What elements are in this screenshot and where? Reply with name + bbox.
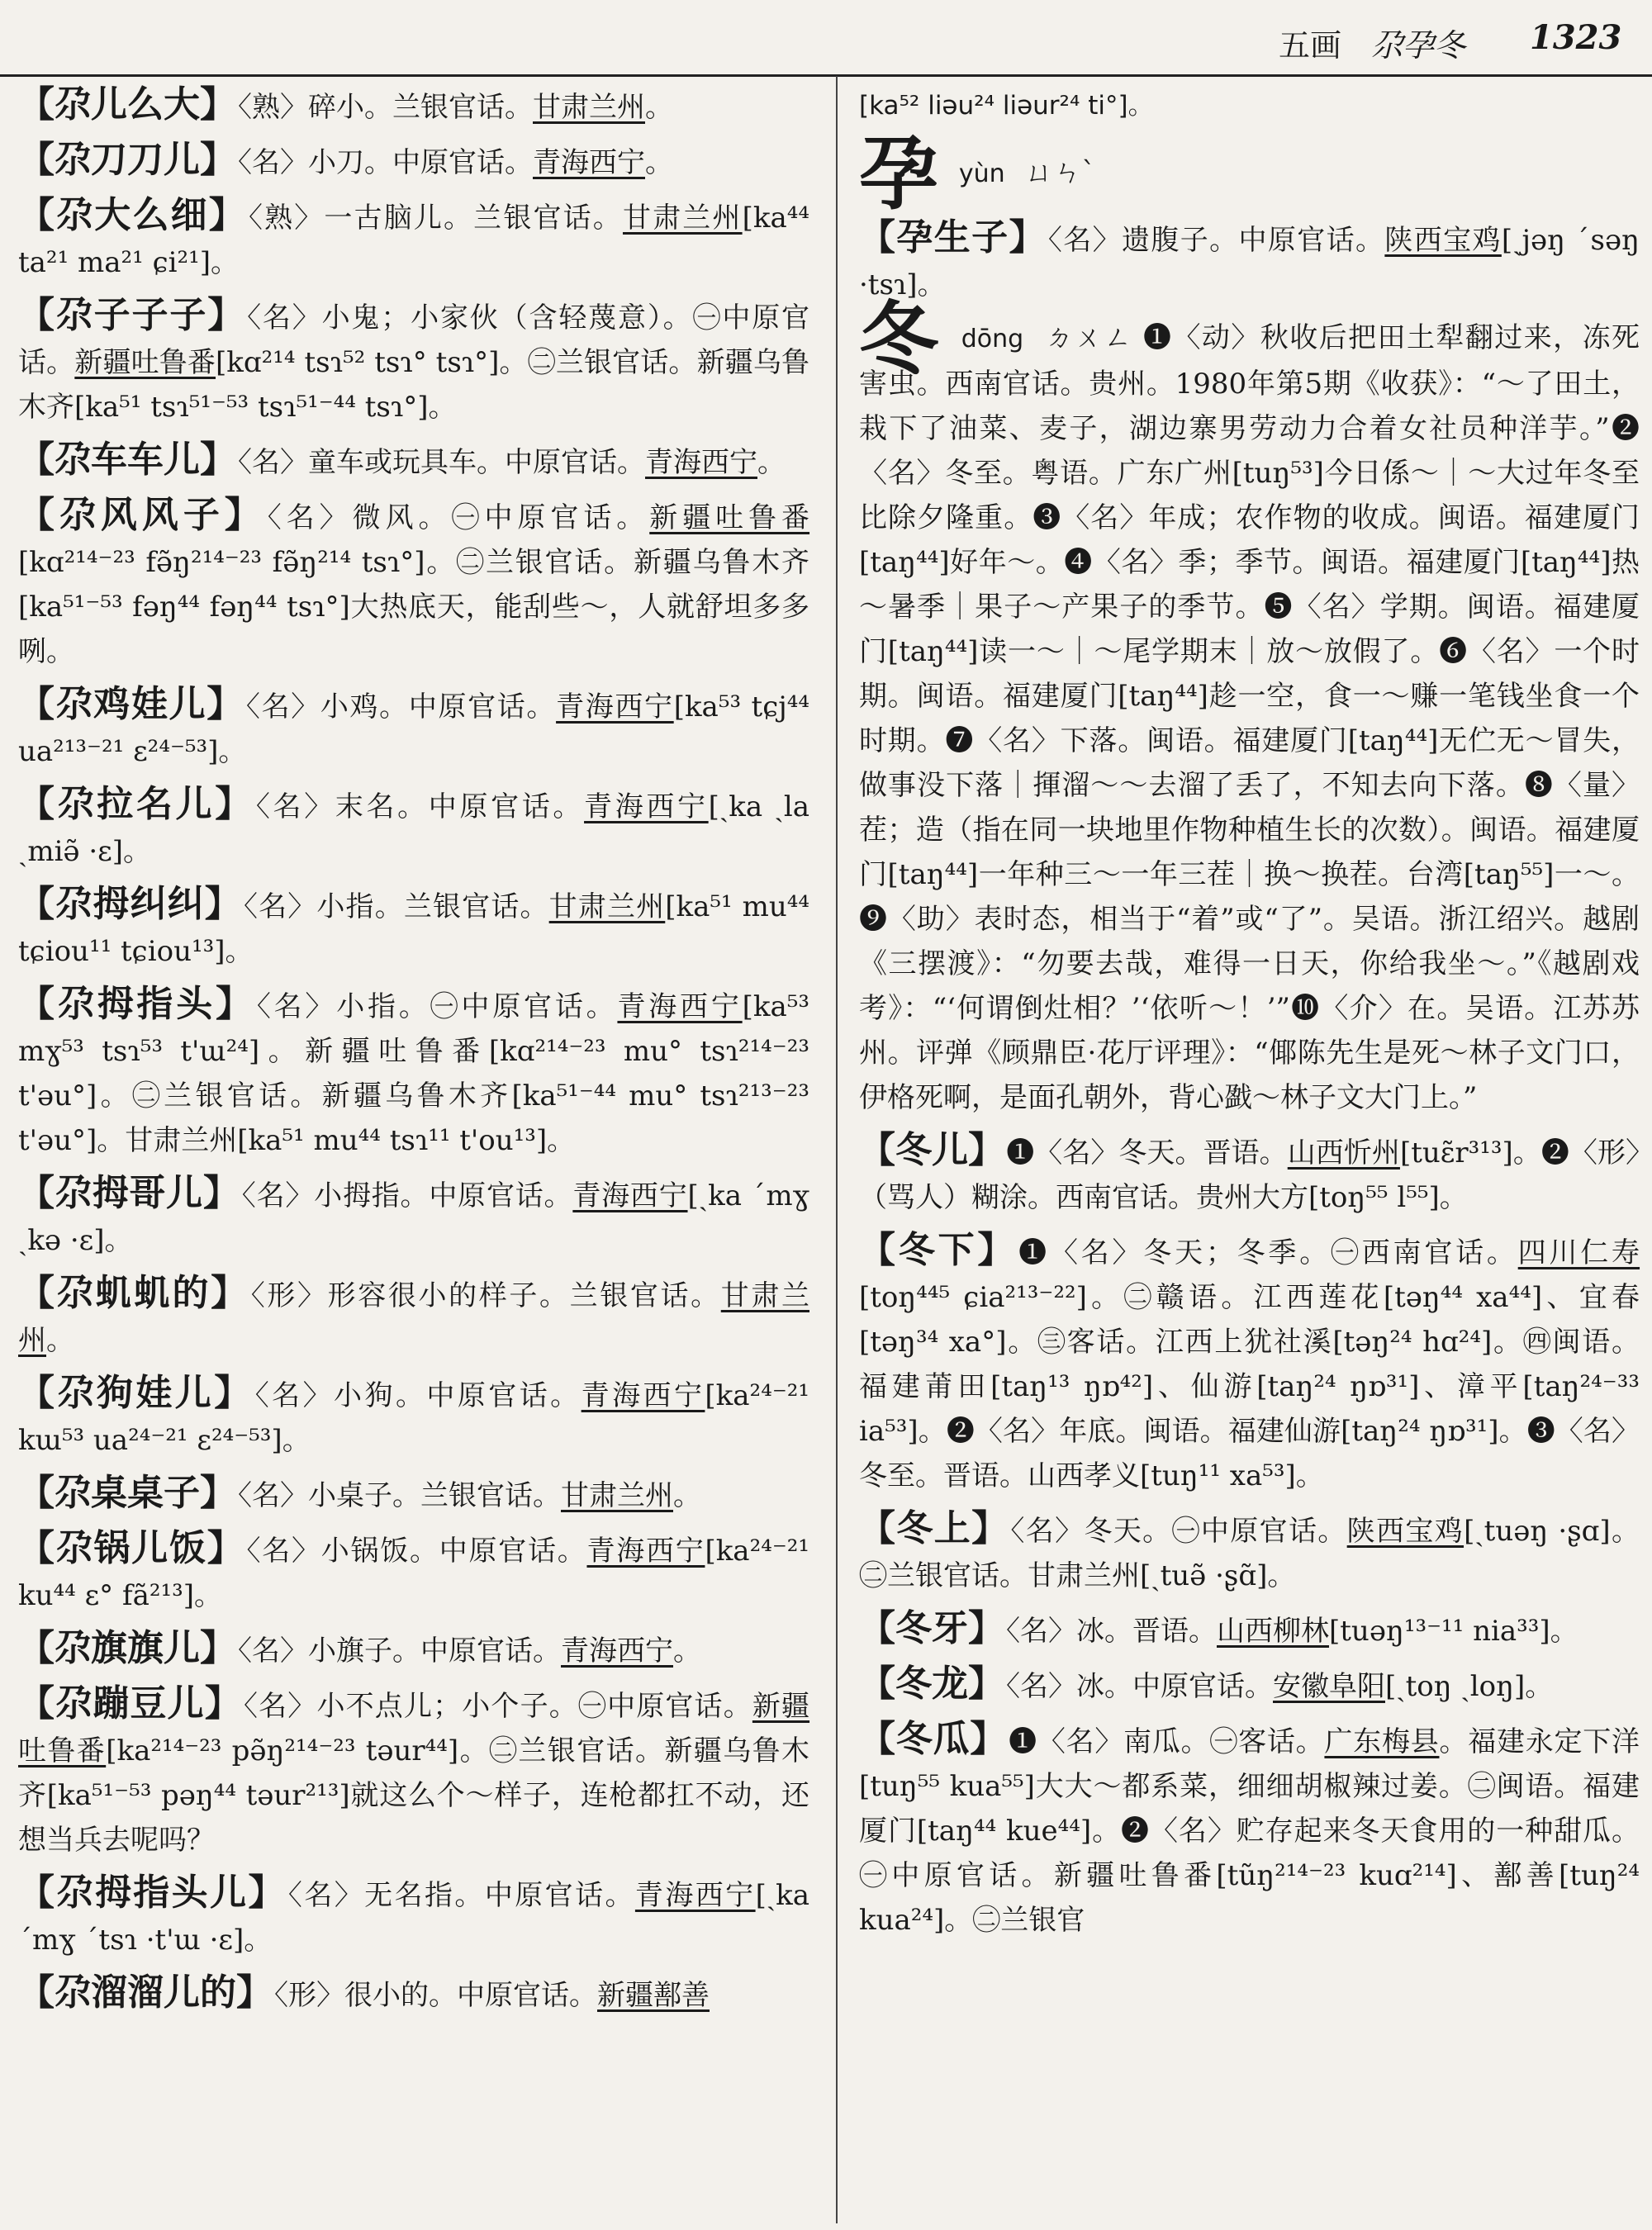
pronunciation-and-notes: [ka²⁴⁻²¹ ku⁴⁴ ɛ° fã²¹³]。 — [18, 1535, 810, 1612]
dictionary-entry — [859, 1506, 1640, 1598]
place-name: 青海西宁 — [572, 1179, 688, 1212]
pronunciation-and-notes: [ˏka ˏla ˏmiə̃ ·ɛ]。 — [18, 790, 810, 868]
grammar-tag: 〈名〉 — [287, 1879, 365, 1912]
headchar-dong — [859, 292, 1640, 1120]
headword: 【 冬牙 】 — [859, 1607, 1004, 1649]
grammar-tag: 〈名〉 — [238, 1635, 308, 1668]
headword: 【 尕蹦豆儿 】 — [18, 1682, 242, 1725]
definition: 小桌子。兰银官话。 — [308, 1479, 561, 1512]
headword: 【 尕大么细 】 — [18, 194, 247, 236]
pronunciation-and-notes: [kɑ²¹⁴ tsɿ⁵² tsɿ° tsɿ°]。㊁兰银官话。新疆乌鲁木齐[ka⁵¹ tsɿ⁵¹⁻⁵³ tsɿ⁵¹⁻⁴⁴ tsɿ°]。 — [18, 346, 809, 424]
grammar-tag: 〈名〉 — [254, 1379, 335, 1412]
grammar-tag: 〈名〉 — [255, 790, 335, 823]
place-name: 青海西宁 — [561, 1635, 673, 1668]
place-name: 广东梅县 — [1324, 1725, 1440, 1758]
pronunciation-and-notes: [toŋ⁴⁴⁵ ɕia²¹³⁻²²]。㊁赣语。江西莲花[təŋ⁴⁴ xa⁴⁴]、宜春[təŋ³⁴ xa°]。㊂客话。江西上犹社溪[təŋ²⁴ hɑ²⁴]。㊃闽语。福建莆田[taŋ¹³ ŋɒ⁴²]、仙游[taŋ²⁴ ŋɒ³¹]、漳平[taŋ²⁴⁻³³ ia⁵³]。❷〈名〉年底。闽语。福建仙游[taŋ²⁴ ŋɒ³¹]。❸〈名〉冬至。晋语。山西孝义[tuŋ¹¹ xa⁵³]。 — [859, 1281, 1640, 1492]
place-name: 新疆吐鲁番 — [649, 501, 810, 534]
header-chars: 尕孕冬 — [1371, 27, 1466, 64]
definition: 碎小。兰银官话。 — [308, 91, 533, 124]
dictionary-entry — [18, 493, 809, 674]
definition: 小指。兰银官话。 — [316, 890, 549, 923]
dictionary-entry — [18, 1371, 809, 1463]
headword: 【 尕桌桌子 】 — [18, 1472, 236, 1514]
dictionary-entry — [859, 1228, 1640, 1498]
column-divider — [836, 76, 838, 2223]
definition: 无名指。中原官话。 — [364, 1879, 635, 1912]
place-name: 新疆吐鲁番 — [18, 1690, 810, 1767]
definition: 小不点儿；小个子。㊀中原官话。 — [316, 1690, 752, 1723]
dictionary-entry — [18, 1471, 809, 1518]
big-char: 孕 — [859, 127, 938, 221]
headword: 【 尕狗娃儿 】 — [18, 1372, 254, 1414]
dictionary-entry — [18, 1971, 809, 2018]
definition: 一古脑儿。兰银官话。 — [324, 202, 623, 235]
headword: 【 尕子子子 】 — [18, 294, 245, 336]
dictionary-entry — [18, 1682, 809, 1862]
definition: 小拇指。中原官话。 — [314, 1179, 573, 1212]
place-name: 新疆吐鲁番 — [74, 346, 216, 379]
definition: 小旗子。中原官话。 — [308, 1635, 561, 1668]
dictionary-entry — [18, 83, 809, 130]
place-name: 甘肃兰州 — [548, 890, 666, 923]
definition: ❶〈名〉冬天。晋语。 — [1006, 1136, 1288, 1170]
definition: 末名。中原官话。 — [335, 790, 585, 823]
dictionary-entry — [18, 438, 809, 485]
headword: 【 冬龙 】 — [859, 1663, 1004, 1705]
big-char: 冬 — [859, 292, 940, 386]
definition: 童车或玩具车。中原官话。 — [308, 446, 645, 479]
headword: 【 尕刀刀儿 】 — [18, 139, 236, 181]
dictionary-entry — [18, 138, 809, 185]
headword: 【 尕拇指头 】 — [18, 983, 255, 1025]
definition: 遗腹子。中原官话。 — [1122, 224, 1385, 257]
pronunciation-and-notes: 。 — [673, 1479, 701, 1512]
pronunciation-and-notes: [ˏtoŋ ˏloŋ]。 — [1385, 1670, 1554, 1703]
definition: ❶〈名〉冬天；冬季。㊀西南官话。 — [1018, 1236, 1518, 1269]
grammar-tag: 〈熟〉 — [238, 91, 308, 124]
place-name: 青海西宁 — [634, 1879, 756, 1912]
pronunciation-and-notes: [ˏjəŋ ˊsəŋ ·tsɿ]。 — [859, 224, 1640, 301]
pronunciation-and-notes: [ka²⁴⁻²¹ kɯ⁵³ ua²⁴⁻²¹ ɛ²⁴⁻⁵³]。 — [18, 1379, 810, 1457]
grammar-tag: 〈名〉 — [246, 1535, 321, 1568]
grammar-tag: 〈名〉 — [267, 501, 353, 534]
dictionary-entry — [18, 1871, 809, 1962]
headchar-yun — [859, 127, 1640, 221]
place-name: 青海西宁 — [533, 146, 645, 179]
pronunciation-and-notes: 。 — [757, 446, 786, 479]
definition: 小锅饭。中原官话。 — [320, 1535, 587, 1568]
grammar-tag: 〈名〉 — [1047, 224, 1122, 257]
pronunciation-and-notes: [ka⁵³ mɣ⁵³ tsɿ⁵³ t'ɯ²⁴]。新疆吐鲁番[kɑ²¹⁴⁻²³ mu° tsɿ²¹⁴⁻²³ t'əu°]。㊁兰银官话。新疆乌鲁木齐[ka⁵¹⁻⁴⁴ mu° tsɿ²¹³⁻²³ t'əu°]。甘肃兰州[ka⁵¹ mu⁴⁴ tsɿ¹¹ t'ou¹³]。 — [18, 990, 810, 1157]
definition: 小刀。中原官话。 — [308, 146, 533, 179]
definition: 冰。晋语。 — [1076, 1615, 1217, 1648]
right-column — [859, 83, 1640, 1951]
headword: 【 尕风风子 】 — [18, 494, 266, 536]
place-name: 甘肃兰州 — [18, 1279, 809, 1357]
grammar-tag: 〈名〉 — [241, 1179, 315, 1212]
definition: 冰。中原官话。 — [1076, 1670, 1273, 1703]
pronunciation-and-notes: 。 — [46, 1324, 74, 1357]
dictionary-entry — [18, 1626, 809, 1673]
left-column — [18, 83, 809, 2026]
grammar-tag: 〈形〉 — [250, 1279, 328, 1312]
place-name: 青海西宁 — [556, 690, 674, 724]
pronunciation-and-notes: 。 — [645, 146, 673, 179]
place-name: 青海西宁 — [581, 1379, 705, 1412]
place-name: 陕西宝鸡 — [1384, 224, 1502, 257]
place-name: 甘肃兰州 — [533, 91, 645, 124]
grammar-tag: 〈名〉 — [243, 890, 317, 923]
place-name: 山西柳林 — [1217, 1615, 1329, 1648]
definition: 小鸡。中原官话。 — [320, 690, 557, 724]
place-name: 四川仁寿 — [1517, 1236, 1640, 1269]
pronunciation-and-notes: 。福建永定下洋[tuŋ⁵⁵ kua⁵⁵]大大～都系菜，细细胡椒辣过姜。㊁闽语。福建厦门[taŋ⁴⁴ kue⁴⁴]。❷〈名〉贮存起来冬天食用的一种甜瓜。㊀中原官话。新疆吐鲁番[tũŋ²¹⁴⁻²³ kuɑ²¹⁴]、鄯善[tuŋ²⁴ kua²⁴]。㊁兰银官 — [859, 1725, 1640, 1937]
zhuyin: ㄉㄨㄥ — [1045, 321, 1133, 354]
place-name: 新疆鄯善 — [597, 1979, 710, 2012]
grammar-tag: 〈名〉 — [238, 1479, 308, 1512]
definition: 小狗。中原官话。 — [334, 1379, 582, 1412]
dictionary-entry — [859, 1717, 1640, 1943]
continued-pron: [ka⁵² liəu²⁴ liəur²⁴ ti°]。 — [859, 91, 1154, 121]
definition: 形容很小的样子。兰银官话。 — [327, 1279, 721, 1312]
dictionary-entry — [859, 216, 1640, 307]
place-name: 甘肃兰州 — [561, 1479, 673, 1512]
definition: 小指。㊀中原官话。 — [336, 990, 618, 1023]
place-name: 安徽阜阳 — [1273, 1670, 1385, 1703]
dictionary-entry — [18, 782, 809, 874]
pronunciation-and-notes: [ka²¹⁴⁻²³ pə̃ŋ²¹⁴⁻²³ təur⁴⁴]。㊁兰银官话。新疆乌鲁木齐[ka⁵¹⁻⁵³ pəŋ⁴⁴ təur²¹³]就这么个～样子，连枪都扛不动，还想当兵去呢吗？ — [18, 1734, 809, 1857]
page-number: 1323 — [1530, 18, 1622, 57]
headword: 【 尕拇纠纠 】 — [18, 883, 242, 925]
headword: 【 尕拉名儿 】 — [18, 783, 254, 825]
headword: 【 冬上 】 — [859, 1507, 1009, 1549]
grammar-tag: 〈名〉 — [243, 1690, 317, 1723]
pronunciation-and-notes: [tuɛ̃r³¹³]。❷〈形〉（骂人）糊涂。西南官话。贵州大方[toŋ⁵⁵ l⁵⁵]。 — [859, 1136, 1640, 1214]
definition: ❶〈动〉秋收后把田土犁翻过来，冻死害虫。西南官话。贵州。1980年第5期《收获》：“～了田土，栽下了油菜、麦子，湖边寨男劳动力合着女社员种洋芋。”❷〈名〉冬至。粤语。广东广州[tuŋ⁵³]今日係～｜～大过年冬至比除夕隆重。❸〈名〉年成；农作物的收成。闽语。福建厦门[taŋ⁴⁴]好年～。❹〈名〉季；季节。闽语。福建厦门[taŋ⁴⁴]热～暑季｜果子～产果子的季节。❺〈名〉学期。闽语。福建厦门[taŋ⁴⁴]读一～｜～尾学期末｜放～放假了。❻〈名〉一个时期。闽语。福建厦门[taŋ⁴⁴]趁一空，食一～赚一笔钱坐食一个时期。❼〈名〉下落。闽语。福建厦门[taŋ⁴⁴]无伫无～冒失，做事没下落｜揮溜～～去溜了丢了，不知去向下落。❽〈量〉茬；造（指在同一块地里作物种植生长的次数）。闽语。福建厦门[taŋ⁴⁴]一年种三～一年三茬｜换～换茬。台湾[taŋ⁵⁵]一～。❾〈助〉表时态，相当于“着”或“了”。吴语。浙江绍兴。越剧《三摆渡》：“勿要去哉，难得一日天，你给我坐～。”《越剧戏考》：“‘何谓倒灶相？’‘依听～！’”❿〈介〉在。吴语。江苏苏州。评弹《顾鼎臣·花厅评理》：“倻陈先生是死～林子文门口，伊格死啊，是面孔朝外，背心戤～林子文大门上。” — [859, 321, 1640, 1114]
pronunciation-and-notes: [tuəŋ¹³⁻¹¹ nia³³]。 — [1329, 1615, 1578, 1648]
pronunciation-and-notes: [ˏka ˊmɣ ˊtsɿ ·t'ɯ ·ɛ]。 — [18, 1879, 810, 1957]
headword: 【 冬下 】 — [859, 1229, 1017, 1271]
definition: 冬天。㊀中原官话。 — [1084, 1515, 1347, 1548]
headword: 【 尕儿么大 】 — [18, 83, 236, 126]
grammar-tag: 〈名〉 — [1006, 1615, 1076, 1648]
definition: 小鬼；小家伙（含轻蔑意）。㊀中原官话。 — [18, 301, 810, 379]
grammar-tag: 〈名〉 — [245, 690, 320, 724]
dictionary-entry — [859, 1662, 1640, 1709]
place-name: 青海西宁 — [584, 790, 709, 823]
dictionary-entry — [18, 1171, 809, 1263]
pronunciation-and-notes: [ˏka ˊmɣ ˏkə ·ɛ]。 — [18, 1179, 810, 1257]
pronunciation-and-notes: [ˏtuəŋ ·ʂɑ]。㊁兰银官话。甘肃兰州[ˏtuə̃ ·ʂɑ̃]。 — [859, 1515, 1640, 1592]
dictionary-entry — [18, 982, 809, 1163]
definition: 很小的。中原官话。 — [344, 1979, 597, 2012]
headword: 【 尕锅儿饭 】 — [18, 1527, 244, 1569]
grammar-tag: 〈名〉 — [256, 990, 337, 1023]
headword: 【 冬瓜 】 — [859, 1718, 1007, 1760]
dictionary-entry — [859, 1128, 1640, 1220]
pronunciation-and-notes: [ka⁵³ tɕj⁴⁴ ua²¹³⁻²¹ ɛ²⁴⁻⁵³]。 — [18, 690, 810, 768]
grammar-tag: 〈名〉 — [238, 146, 308, 179]
dictionary-entry — [18, 1271, 809, 1363]
headword: 【 尕拇指头儿 】 — [18, 1872, 287, 1914]
dong-entries — [859, 1128, 1640, 1943]
definition: 微风。㊀中原官话。 — [352, 501, 650, 534]
zhuyin: ㄩㄣˋ — [1025, 156, 1096, 189]
pronunciation-and-notes: [kɑ²¹⁴⁻²³ fə̃ŋ²¹⁴⁻²³ fə̃ŋ²¹⁴ tsɿ°]。㊁兰银官话。新疆乌鲁木齐[ka⁵¹⁻⁵³ fəŋ⁴⁴ fəŋ⁴⁴ tsɿ°]大热底天，能刮些～，人就舒坦多多咧。 — [18, 546, 809, 668]
headword: 【 尕拇哥儿 】 — [18, 1172, 240, 1214]
dictionary-entry — [18, 193, 809, 285]
grammar-tag: 〈名〉 — [247, 301, 322, 334]
page-header — [0, 0, 1652, 77]
dictionary-entry — [18, 882, 809, 974]
pronunciation-and-notes: [ka⁵¹ mu⁴⁴ tɕiou¹¹ tɕiou¹³]。 — [18, 890, 810, 968]
place-name: 甘肃兰州 — [622, 202, 743, 235]
grammar-tag: 〈熟〉 — [248, 202, 325, 235]
pinyin: dōng — [961, 325, 1024, 353]
dictionary-entry — [859, 1606, 1640, 1654]
place-name: 青海西宁 — [617, 990, 743, 1023]
headword: 【 尕旗旗儿 】 — [18, 1627, 236, 1669]
grammar-tag: 〈名〉 — [1006, 1670, 1076, 1703]
pronunciation-and-notes: 。 — [645, 91, 673, 124]
pronunciation-and-notes: [ka⁴⁴ ta²¹ ma²¹ ɕi²¹]。 — [18, 202, 809, 279]
place-name: 青海西宁 — [645, 446, 757, 479]
grammar-tag: 〈名〉 — [1010, 1515, 1085, 1548]
headword: 【 冬儿 】 — [859, 1129, 1004, 1171]
place-name: 青海西宁 — [586, 1535, 705, 1568]
headword: 【 尕车车儿 】 — [18, 439, 236, 481]
place-name: 陕西宝鸡 — [1346, 1515, 1464, 1548]
dictionary-entry — [18, 682, 809, 774]
grammar-tag: 〈形〉 — [274, 1979, 344, 2012]
pinyin: yùn — [958, 159, 1005, 188]
yun-entries — [859, 216, 1640, 307]
dictionary-entry — [18, 1526, 809, 1618]
headword: 【 尕溜溜儿的 】 — [18, 1971, 273, 2014]
place-name: 山西忻州 — [1287, 1136, 1400, 1170]
headword: 【 尕虮虮的 】 — [18, 1272, 249, 1314]
headword: 【 孕生子 】 — [859, 216, 1047, 259]
continued-text — [859, 83, 1640, 128]
section-label: 五画 — [1279, 27, 1342, 64]
dictionary-entry — [18, 293, 809, 429]
pronunciation-and-notes: 。 — [673, 1635, 701, 1668]
grammar-tag: 〈名〉 — [238, 446, 308, 479]
definition: ❶〈名〉南瓜。㊀客话。 — [1009, 1725, 1325, 1758]
headword: 【 尕鸡娃儿 】 — [18, 683, 244, 725]
